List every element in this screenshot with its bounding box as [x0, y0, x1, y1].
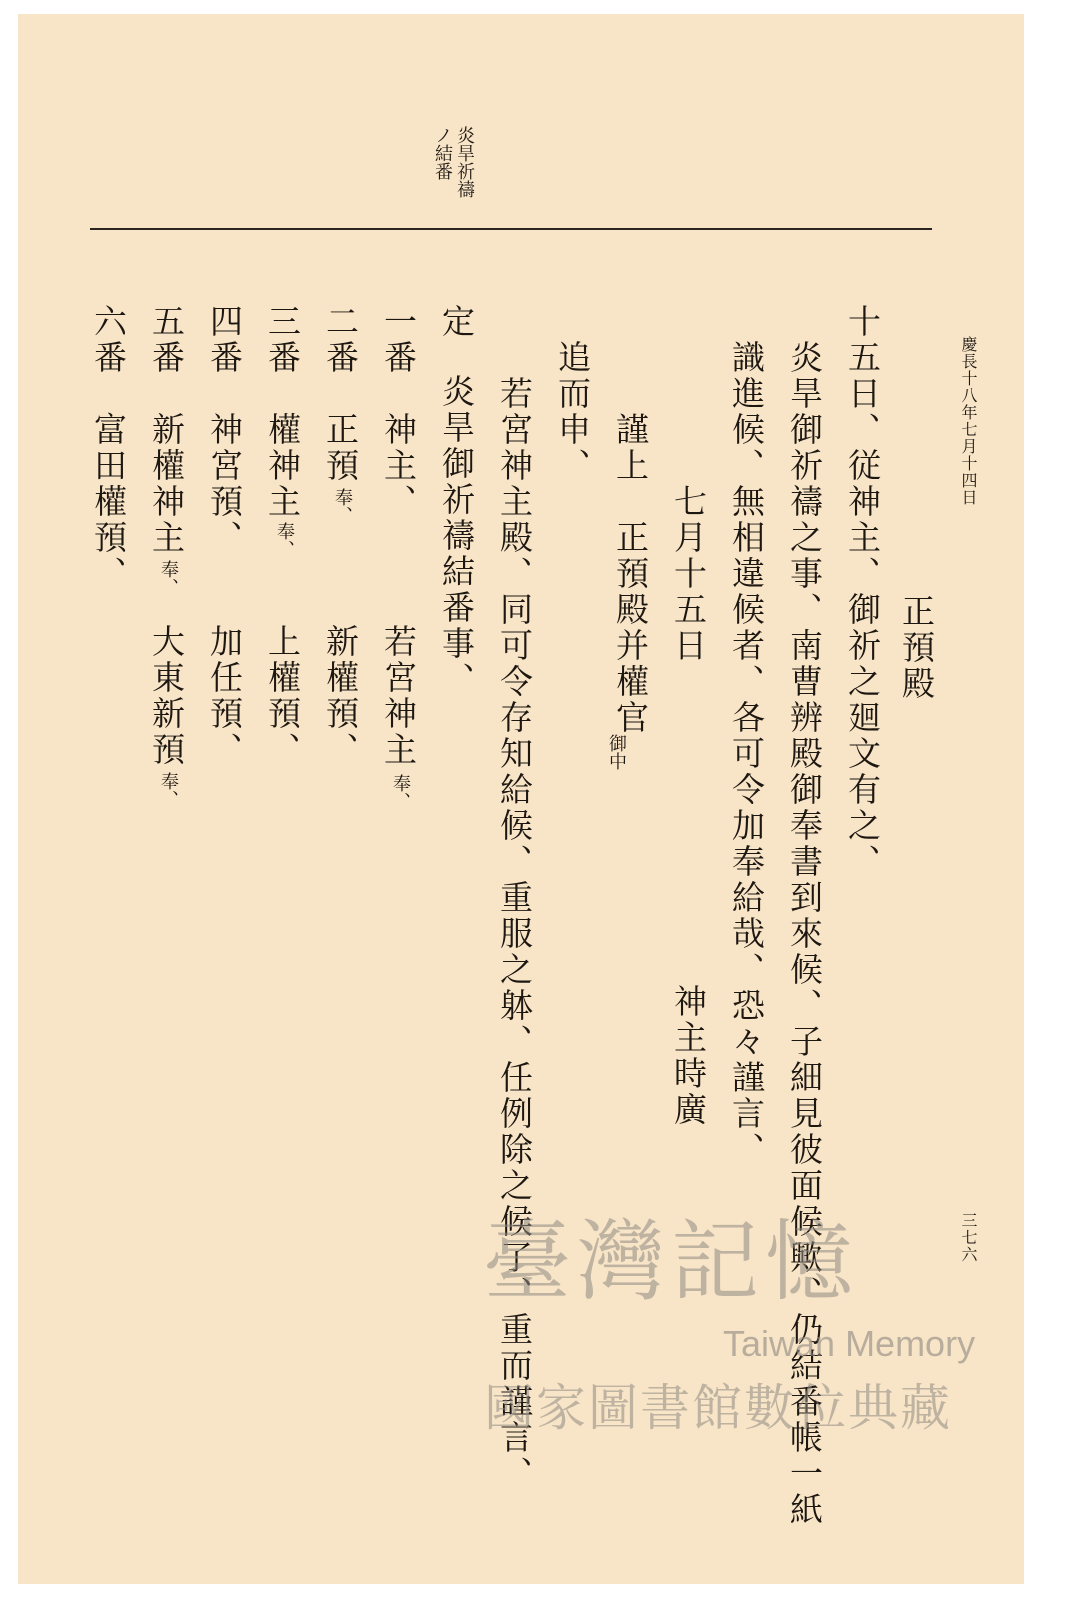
watermark-logo: 臺灣記憶: [483, 1210, 860, 1313]
header-rule: [90, 228, 932, 230]
roster-note: 奉、: [332, 488, 353, 524]
addressee-suffix: 御中: [606, 734, 627, 770]
roster-entry: 權神主: [263, 412, 302, 520]
addressee-top: 正預殿: [897, 594, 936, 702]
roster-label: 三番: [263, 304, 302, 376]
roster-note: 奉、: [390, 774, 411, 810]
roster-label: 六番: [89, 304, 128, 376]
sender: 神主時廣: [669, 984, 708, 1128]
watermark-english: Taiwan Memory: [723, 1323, 976, 1364]
roster-entry: 大東新預: [147, 624, 186, 768]
margin-note-1: 炎旱祈禱: [454, 126, 475, 198]
text-column: 定: [437, 304, 476, 340]
watermark-library: 國家圖書館數位典藏: [484, 1379, 952, 1437]
text-column: 追而申、: [553, 340, 592, 484]
roster-note: 奉、: [158, 560, 179, 596]
roster-entry: 新權神主: [147, 412, 186, 556]
roster-label: 二番: [321, 304, 360, 376]
roster-entry: 富田權預、: [89, 412, 128, 592]
roster-entry: 加任預、: [205, 624, 244, 768]
page-number: 三七六: [959, 1212, 978, 1263]
date-line: 七月十五日: [669, 484, 708, 664]
text-column: 炎旱御祈禱之事、南曹辨殿御奉書到來候、子細見彼面候歟、仍結番帳一紙: [785, 340, 824, 1528]
roster-entry: 若宮神主: [379, 624, 418, 768]
margin-note-2: ノ結番: [432, 126, 453, 180]
roster-label: 四番: [205, 304, 244, 376]
roster-label: 一番: [379, 304, 418, 376]
text-column: 十五日、従神主、御祈之廻文有之、: [843, 304, 882, 880]
document-page: [18, 14, 1024, 1584]
roster-entry: 新權預、: [321, 624, 360, 768]
roster-note: 奉、: [158, 772, 179, 808]
roster-note: 奉、: [274, 522, 295, 558]
roster-entry: 正預: [321, 412, 360, 484]
text-column: 謹上 正預殿并權官: [611, 412, 650, 736]
text-column: 若宮神主殿、同可令存知給候、重服之躰、任例除之候了、重而謹言、: [495, 376, 534, 1492]
roster-label: 五番: [147, 304, 186, 376]
text-column: 炎旱御祈禱結番事、: [437, 374, 476, 698]
text-column: 識進候、無相違候者、各可令加奉給哉、恐々謹言、: [727, 340, 766, 1168]
roster-entry: 神宮預、: [205, 412, 244, 556]
roster-entry: 神主、: [379, 412, 418, 520]
running-title: 慶長十八年七月十四日: [959, 336, 978, 506]
roster-entry: 上權預、: [263, 624, 302, 768]
